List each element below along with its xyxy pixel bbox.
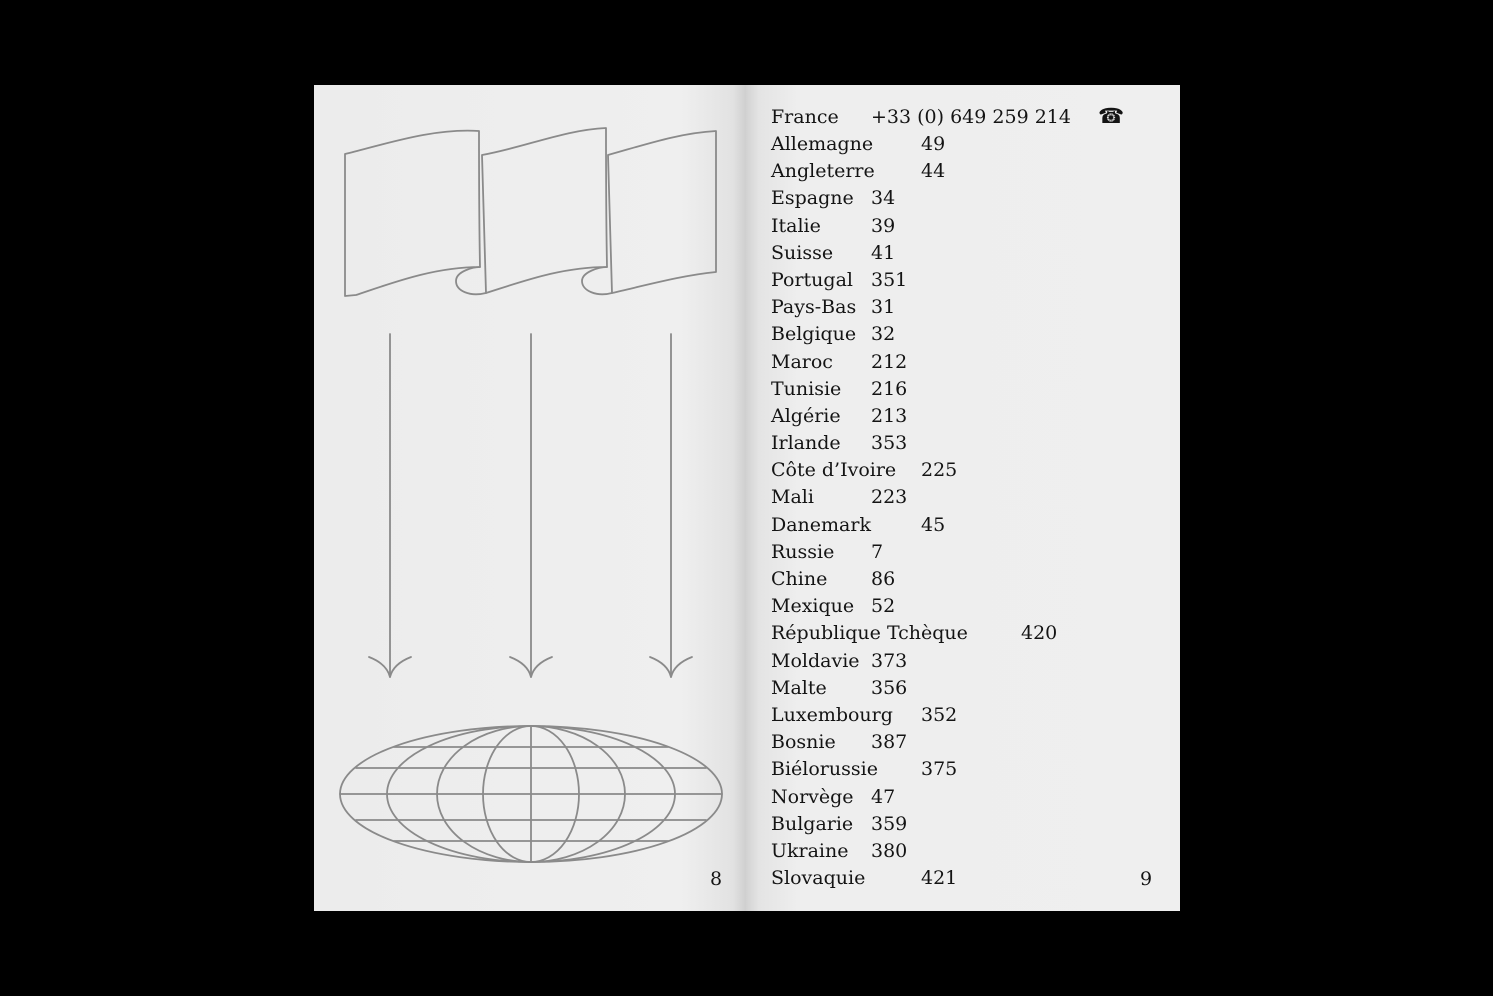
dial-code: 352 <box>921 703 958 726</box>
phone-number: +33 (0) 649 259 214 <box>871 106 1071 128</box>
country-name: Bulgarie <box>771 812 854 835</box>
booklet-spread <box>314 85 1180 911</box>
page-number: 8 <box>710 868 723 890</box>
country-name: Mexique <box>771 595 855 618</box>
country-name: Norvège <box>771 785 854 808</box>
list-item <box>771 215 1151 242</box>
country-name: Chine <box>771 568 828 590</box>
header-country: France <box>771 106 839 128</box>
list-item <box>771 351 1151 378</box>
dial-code: 47 <box>871 785 896 808</box>
list-item <box>771 432 1151 459</box>
country-name: Russie <box>771 540 835 563</box>
dial-code: 39 <box>871 214 896 237</box>
dial-code: 34 <box>871 187 896 210</box>
list-item <box>771 242 1151 269</box>
country-name: Moldavie <box>771 649 860 672</box>
dial-code: 213 <box>871 404 908 427</box>
list-item <box>771 677 1151 704</box>
dial-code: 375 <box>921 758 958 781</box>
dial-code: 52 <box>871 595 896 618</box>
list-item <box>771 459 1151 486</box>
country-name: Mali <box>771 486 814 509</box>
list-item <box>771 486 1151 513</box>
dial-code: 353 <box>871 432 908 455</box>
down-arrow-icon <box>369 334 411 677</box>
dial-code: 359 <box>871 812 908 835</box>
left-page <box>314 85 746 911</box>
flag-banner-icon <box>345 131 486 296</box>
dial-code: 223 <box>871 486 908 509</box>
dial-code: 421 <box>921 867 958 890</box>
list-item <box>771 786 1151 813</box>
dial-code: 225 <box>921 459 958 482</box>
list-item <box>771 622 1151 649</box>
country-name: Maroc <box>771 350 833 373</box>
country-name: Allemagne <box>771 133 874 155</box>
dial-code: 351 <box>871 268 908 291</box>
list-item <box>771 296 1151 323</box>
country-name: Italie <box>771 214 821 237</box>
telephone-icon: ☎ <box>1098 104 1125 128</box>
dial-code: 212 <box>871 350 908 373</box>
dial-code: 380 <box>871 839 908 862</box>
list-item <box>771 133 1151 160</box>
list-item <box>771 378 1151 405</box>
list-item <box>771 269 1151 296</box>
list-item <box>771 650 1151 677</box>
list-item <box>771 867 1151 894</box>
country-name: Malte <box>771 676 827 699</box>
country-name: Algérie <box>771 404 841 427</box>
right-page <box>746 85 1180 911</box>
list-item <box>771 187 1151 214</box>
dial-code: 373 <box>871 649 908 672</box>
dial-code: 31 <box>871 296 896 319</box>
dial-code: 420 <box>1021 622 1058 645</box>
flag-banner-icon <box>482 128 612 294</box>
dial-code: 44 <box>921 160 946 183</box>
country-name: Espagne <box>771 187 854 210</box>
dial-code: 86 <box>871 568 896 590</box>
flag-banner-icon <box>608 131 716 293</box>
list-item <box>771 595 1151 622</box>
country-code-list <box>771 133 1151 894</box>
dial-code: 387 <box>871 731 908 754</box>
country-name: Belgique <box>771 323 857 346</box>
list-item <box>771 514 1151 541</box>
list-item <box>771 160 1151 187</box>
dial-code: 356 <box>871 676 908 699</box>
contact-header <box>771 106 1161 133</box>
down-arrow-icon <box>510 334 552 677</box>
country-name: Bosnie <box>771 731 836 754</box>
country-name: Portugal <box>771 268 853 291</box>
country-name: Danemark <box>771 513 871 536</box>
country-name: République Tchèque <box>771 622 968 645</box>
country-name: Luxembourg <box>771 703 893 726</box>
globe-icon <box>340 726 722 862</box>
country-name: Angleterre <box>771 160 875 183</box>
dial-code: 41 <box>871 241 896 264</box>
list-item <box>771 840 1151 867</box>
country-name: Slovaquie <box>771 867 866 890</box>
list-item <box>771 405 1151 432</box>
dial-code: 45 <box>921 513 946 536</box>
country-name: Pays-Bas <box>771 296 857 319</box>
list-item <box>771 813 1151 840</box>
list-item <box>771 704 1151 731</box>
list-item <box>771 731 1151 758</box>
dial-code: 49 <box>921 133 946 155</box>
list-item <box>771 323 1151 350</box>
country-name: Biélorussie <box>771 758 878 781</box>
down-arrow-icon <box>650 334 692 677</box>
dial-code: 32 <box>871 323 896 346</box>
list-item <box>771 758 1151 785</box>
country-name: Ukraine <box>771 839 849 862</box>
country-name: Irlande <box>771 432 841 455</box>
page-number: 9 <box>1140 868 1153 890</box>
list-item <box>771 541 1151 568</box>
country-name: Suisse <box>771 241 834 264</box>
illustration <box>314 85 746 911</box>
dial-code: 216 <box>871 377 908 400</box>
list-item <box>771 568 1151 595</box>
country-name: Côte d’Ivoire <box>771 459 897 482</box>
country-name: Tunisie <box>771 377 842 400</box>
dial-code: 7 <box>871 540 884 563</box>
